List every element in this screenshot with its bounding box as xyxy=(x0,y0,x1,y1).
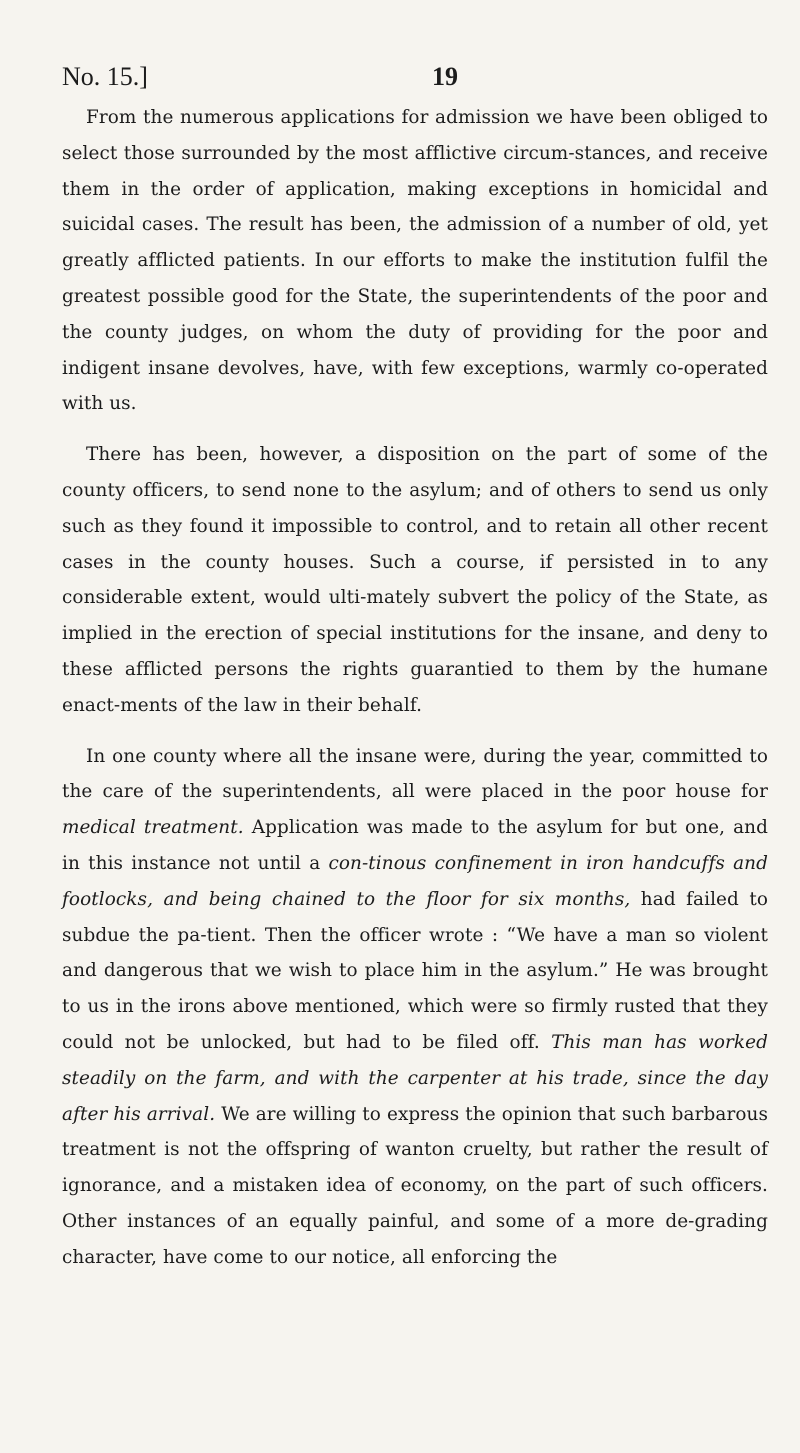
italic-segment: con-tinous confinement in iron handcuffs and footlocks, and being chained to the floor for six months, xyxy=(62,852,768,910)
text-segment: From the numerous applications for admission we have been obliged to select those surrounded by the most afflictive circum-stances, and receive them in the order of application, making exceptions in homicidal and suicidal cases. The result has been, the admission of a number of old, yet greatly afflicted patients. In our efforts to make the institution fulfil the greatest possible good for the State, the superintendents of the poor and the county judges, on whom the duty of providing for the poor and indigent insane devolves, have, with few exceptions, warmly co-operated with us. xyxy=(62,107,768,415)
paragraph xyxy=(62,739,768,1276)
page-number: 19 xyxy=(432,62,458,91)
text-segment: There has been, however, a disposition on the part of some of the county officers, to send none to the asylum; and of others to send us only such as they found it impossible to control, and to retain all other recent cases in the county houses. Such a course, if persisted in to any considerable extent, would ulti-mately subvert the policy of the State, as implied in the erection of special institutions for the insane, and deny to these afflicted persons the rights guarantied to them by the humane enact-ments of the law in their behalf. xyxy=(62,444,768,716)
document-number: No. 15.] xyxy=(62,62,148,91)
italic-segment: medical treatment. xyxy=(62,817,244,839)
page-header xyxy=(62,62,762,92)
text-segment: We are willing to express the opinion that such barbarous treatment is not the offspring of wanton cruelty, but rather the result of ignorance, and a mistaken idea of economy, on the part of such officers. Other instances of an equally painful, and some of a more de-grading character, have come to our notice, all enforcing the xyxy=(62,1103,768,1268)
italic-segment: This man has worked steadily on the farm, and with the carpenter at his trade, since the day after his arrival. xyxy=(62,1031,768,1125)
text-segment: In one county where all the insane were, during the year, committed to the care of the superintendents, all were placed in the poor house for xyxy=(62,745,768,803)
paragraph xyxy=(62,437,768,723)
paragraph xyxy=(62,100,768,422)
body-text xyxy=(62,100,768,1291)
text-segment: had failed to subdue the pa-tient. Then the officer wrote : “We have a man so violent and dangerous that we wish to place him in the asylum.” He was brought to us in the irons above mentioned, which were so firmly rusted that they could not be unlocked, but had to be filed off. xyxy=(62,888,768,1053)
text-segment: Application was made to the asylum for but one, and in this instance not until a xyxy=(62,817,768,874)
